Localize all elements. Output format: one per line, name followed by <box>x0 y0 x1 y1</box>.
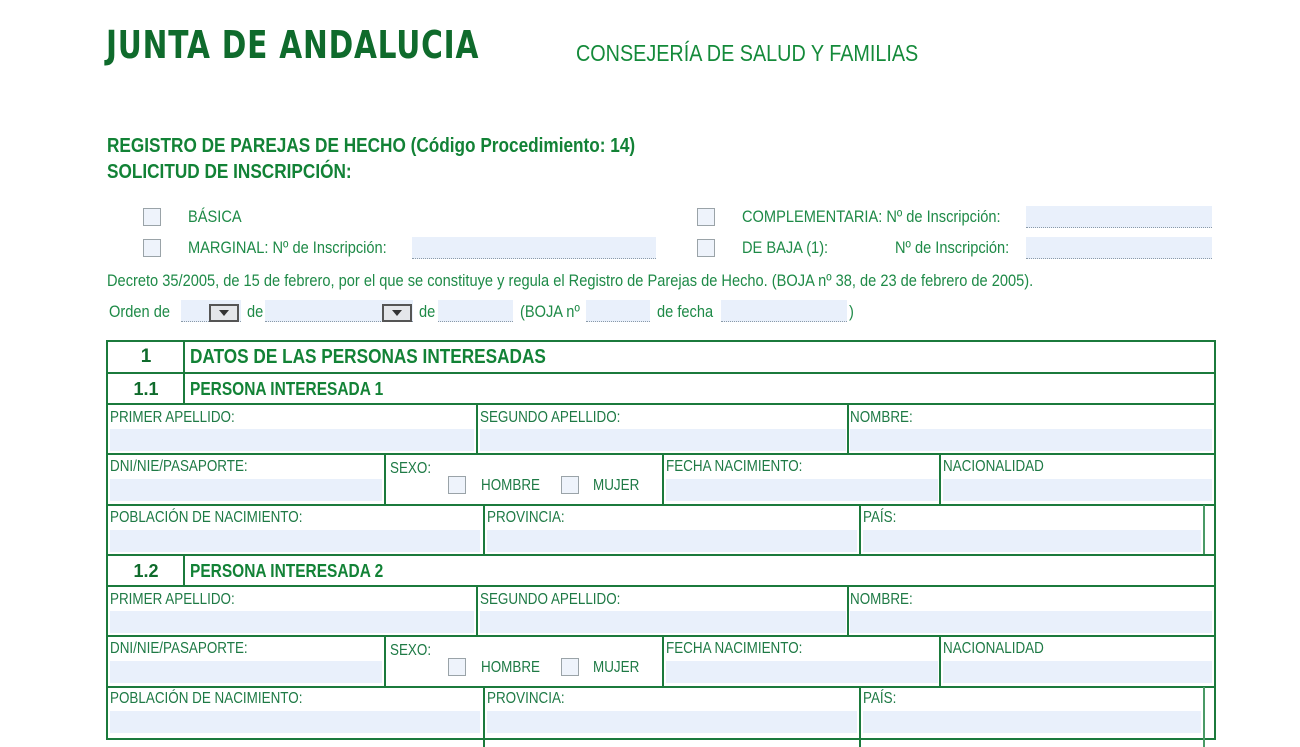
orden-day-dropdown-icon[interactable] <box>209 304 239 322</box>
person2-dni-input[interactable] <box>110 661 382 683</box>
person2-dni-label: DNI/NIE/PASAPORTE: <box>110 640 248 657</box>
de-baja-number-input[interactable] <box>1026 237 1212 259</box>
marginal-checkbox[interactable] <box>143 239 161 257</box>
person1-nombre-input[interactable] <box>850 429 1212 451</box>
person1-provincia-input[interactable] <box>487 530 857 552</box>
person1-fecha-nacimiento-label: FECHA NACIMIENTO: <box>666 458 803 475</box>
person2-nacionalidad-label: NACIONALIDAD <box>943 640 1044 657</box>
complementaria-number-input[interactable] <box>1026 206 1212 228</box>
person2-poblacion-label: POBLACIÓN DE NACIMIENTO: <box>110 690 303 707</box>
person1-pais-label: PAÍS: <box>863 509 897 526</box>
person2-pais-label: PAÍS: <box>863 690 897 707</box>
person1-mujer-label: MUJER <box>593 477 640 494</box>
marginal-label: MARGINAL: Nº de Inscripción: <box>188 238 387 257</box>
person2-segundo-apellido-label: SEGUNDO APELLIDO: <box>480 591 621 608</box>
person2-nacionalidad-input[interactable] <box>943 661 1212 683</box>
person1-title: PERSONA INTERESADA 1 <box>190 379 384 399</box>
person2-mujer-checkbox[interactable] <box>561 658 579 676</box>
persons-data-table <box>106 340 1216 740</box>
person1-nacionalidad-label: NACIONALIDAD <box>943 458 1044 475</box>
orden-close-paren: ) <box>849 302 854 321</box>
person2-poblacion-input[interactable] <box>110 711 480 733</box>
person1-poblacion-input[interactable] <box>110 530 480 552</box>
decree-text: Decreto 35/2005, de 15 de febrero, por el que se constituye y regula el Registro de Parejas de Hecho. (BOJA nº 38, de 23 de febrero de 2005). <box>107 271 1034 290</box>
person2-number: 1.2 <box>133 561 159 581</box>
person1-segundo-apellido-input[interactable] <box>480 429 846 451</box>
person1-segundo-apellido-label: SEGUNDO APELLIDO: <box>480 409 621 426</box>
de-baja-checkbox[interactable] <box>697 239 715 257</box>
orden-de2-label: de <box>419 302 436 321</box>
complementaria-label: COMPLEMENTARIA: Nº de Inscripción: <box>742 207 1001 226</box>
person1-nacionalidad-input[interactable] <box>943 479 1212 501</box>
complementaria-checkbox[interactable] <box>697 208 715 226</box>
person1-primer-apellido-input[interactable] <box>110 429 474 451</box>
department-title: CONSEJERÍA DE SALUD Y FAMILIAS <box>576 40 919 66</box>
person2-primer-apellido-label: PRIMER APELLIDO: <box>110 591 235 608</box>
form-subtitle: SOLICITUD DE INSCRIPCIÓN: <box>107 161 352 183</box>
basica-checkbox[interactable] <box>143 208 161 226</box>
orden-de1-label: de <box>247 302 264 321</box>
person1-nombre-label: NOMBRE: <box>850 409 913 426</box>
person2-pais-input[interactable] <box>863 711 1201 733</box>
person2-title: PERSONA INTERESADA 2 <box>190 561 384 581</box>
person1-provincia-label: PROVINCIA: <box>487 509 565 526</box>
form-title: REGISTRO DE PAREJAS DE HECHO (Código Procedimiento: 14) <box>107 135 636 157</box>
orden-month-dropdown-icon[interactable] <box>382 304 412 322</box>
marginal-number-input[interactable] <box>412 237 656 259</box>
person1-dni-label: DNI/NIE/PASAPORTE: <box>110 458 248 475</box>
de-baja-label: DE BAJA (1): <box>742 238 829 257</box>
junta-logo: JUNTA DE ANDALUCIA <box>106 23 480 67</box>
person1-hombre-checkbox[interactable] <box>448 476 466 494</box>
section-number: 1 <box>140 346 152 367</box>
person2-fecha-nacimiento-label: FECHA NACIMIENTO: <box>666 640 803 657</box>
person2-hombre-label: HOMBRE <box>481 659 540 676</box>
person1-pais-input[interactable] <box>863 530 1201 552</box>
person1-sexo-label: SEXO: <box>390 460 432 477</box>
orden-boja-label: (BOJA nº <box>520 302 580 321</box>
person2-mujer-label: MUJER <box>593 659 640 676</box>
person2-segundo-apellido-input[interactable] <box>480 611 846 633</box>
person1-hombre-label: HOMBRE <box>481 477 540 494</box>
person2-nombre-input[interactable] <box>850 611 1212 633</box>
person2-fecha-nacimiento-input[interactable] <box>666 661 938 683</box>
person2-primer-apellido-input[interactable] <box>110 611 474 633</box>
orden-boja-input[interactable] <box>586 300 650 322</box>
person2-nombre-label: NOMBRE: <box>850 591 913 608</box>
orden-de-fecha-label: de fecha <box>657 302 714 321</box>
de-baja-number-label: Nº de Inscripción: <box>895 238 1010 257</box>
person1-primer-apellido-label: PRIMER APELLIDO: <box>110 409 235 426</box>
person2-sexo-label: SEXO: <box>390 642 432 659</box>
orden-label: Orden de <box>109 302 170 321</box>
person1-poblacion-label: POBLACIÓN DE NACIMIENTO: <box>110 509 303 526</box>
orden-fecha-input[interactable] <box>721 300 847 322</box>
person2-provincia-label: PROVINCIA: <box>487 690 565 707</box>
person1-mujer-checkbox[interactable] <box>561 476 579 494</box>
person2-hombre-checkbox[interactable] <box>448 658 466 676</box>
basica-label: BÁSICA <box>188 207 242 226</box>
person1-dni-input[interactable] <box>110 479 382 501</box>
person2-provincia-input[interactable] <box>487 711 857 733</box>
person1-number: 1.1 <box>133 379 159 399</box>
section-title: DATOS DE LAS PERSONAS INTERESADAS <box>190 346 546 368</box>
orden-year-input[interactable] <box>438 300 513 322</box>
person1-fecha-nacimiento-input[interactable] <box>666 479 938 501</box>
